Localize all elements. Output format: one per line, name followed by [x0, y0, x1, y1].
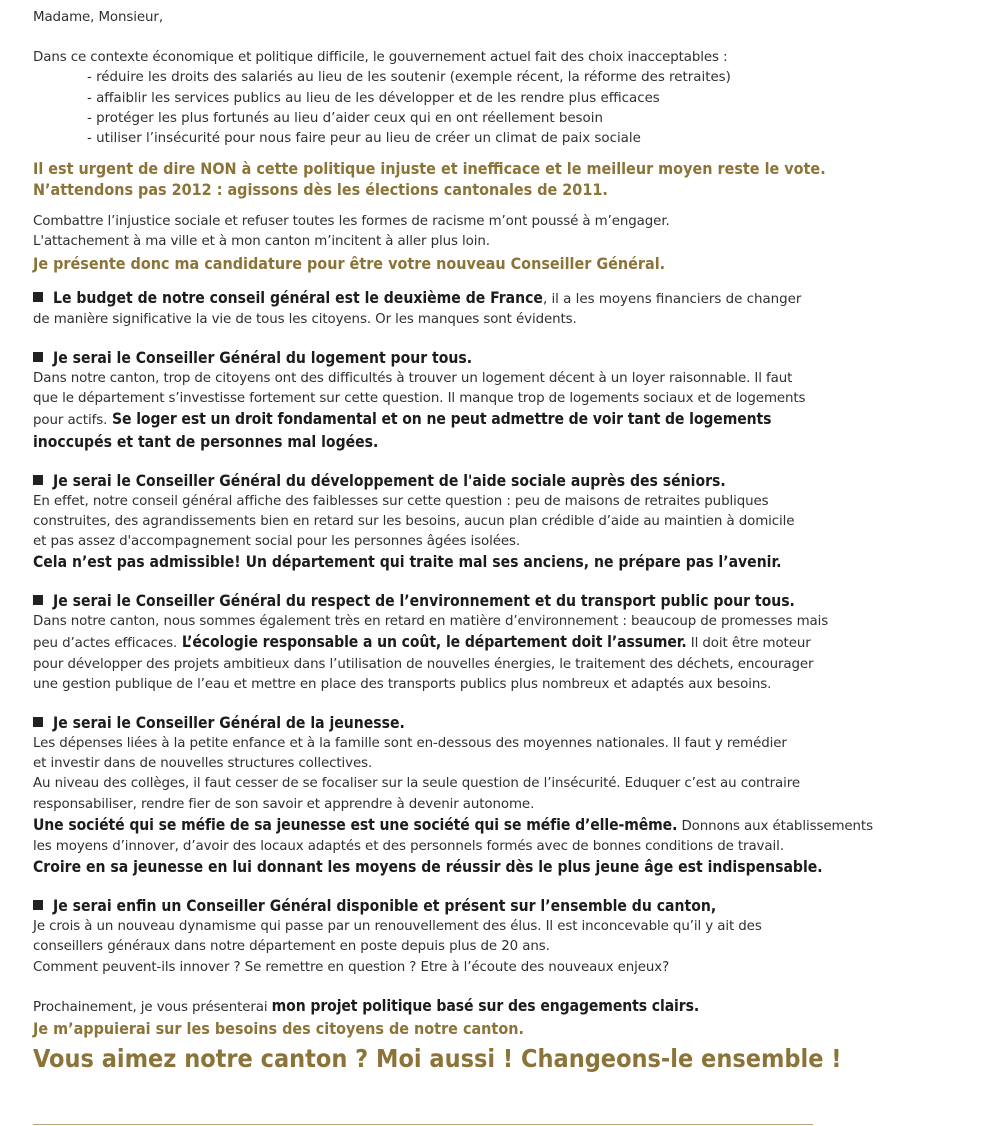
environnement-bold: L’écologie responsable a un coût, le département doit l’assumer.	[177, 633, 687, 652]
disponible-text-3: Comment peuvent-ils innover ? Se remettre en question ? Etre à l’écoute des nouveaux enjeux?	[33, 959, 670, 975]
logement-text-3	[33, 409, 813, 431]
seniors-title: Je serai le Conseiller Général du développement de l'aide sociale auprès des séniors.	[53, 471, 726, 490]
logement-text-3a: pour actifs.	[33, 413, 108, 429]
logement-text-2: que le département s’investisse fortement sur cette question. Il manque trop de logements sociaux et de logements	[33, 391, 806, 407]
closing-gold: Je m’appuierai sur les besoins des citoyens de notre canton.	[33, 1019, 524, 1039]
logement-bold-2: inoccupés et tant de personnes mal logées.	[33, 432, 379, 451]
budget-text-2: de manière significative la vie de tous les citoyens. Or les manques sont évidents.	[33, 311, 577, 327]
jeunesse-text-1: Les dépenses liées à la petite enfance et à la famille sont en-dessous des moyennes nationales. Il faut y remédier	[33, 736, 787, 752]
seniors-text-3: et pas assez d'accompagnement social pour les personnes âgées isolées.	[33, 534, 521, 550]
closing-line-1	[33, 996, 813, 1018]
environnement-text-1: Dans notre canton, nous sommes également très en retard en matière d’environnement : beaucoup de promesses mais	[33, 614, 829, 630]
seniors-text-2: construites, des agrandissements bien en retard sur les besoins, aucun plan crédible d’aide au maintien à domicile	[33, 513, 795, 529]
jeunesse-title: Je serai le Conseiller Général de la jeunesse.	[53, 714, 405, 733]
square-bullet-icon	[33, 595, 43, 605]
seniors-bold: Cela n’est pas admissible! Un département qui traite mal ses anciens, ne prépare pas l’avenir.	[33, 553, 782, 572]
logement-title: Je serai le Conseiller Général du logement pour tous.	[53, 349, 473, 368]
disponible-heading	[33, 896, 813, 917]
list-item: - utiliser l’insécurité pour nous faire peur au lieu de créer un climat de paix sociale	[87, 129, 813, 149]
logement-bold-1: Se loger est un droit fondamental et on ne peut admettre de voir tant de logements	[107, 410, 772, 429]
jeunesse-text-6: les moyens d’innover, d’avoir des locaux adaptés et des personnels formés avec de bonnes conditions de travail.	[33, 839, 784, 855]
jeunesse-text-5	[33, 815, 873, 837]
budget-text: , il a les moyens financiers de changer	[542, 291, 802, 307]
budget-section	[33, 288, 813, 310]
disponible-text-1: Je crois à un nouveau dynamisme qui passe par un renouvellement des élus. Il est inconcevable qu’il y ait des	[33, 919, 762, 935]
environnement-text-3: pour développer des projets ambitieux dans l’utilisation de nouvelles énergies, le traitement des déchets, encourager	[33, 656, 814, 672]
engagement-line-2: L'attachement à ma ville et à mon canton m’incitent à aller plus loin.	[33, 234, 490, 250]
closing-text: Prochainement, je vous présenterai	[33, 999, 272, 1015]
list-item: - protéger les plus fortunés au lieu d’aider ceux qui en ont réellement besoin	[87, 109, 813, 129]
square-bullet-icon	[33, 292, 43, 302]
slogan: Vous aimez notre canton ? Moi aussi ! Changeons-le ensemble !	[33, 1044, 842, 1074]
jeunesse-text-4: responsabiliser, rendre fier de son savoir et apprendre à devenir autonome.	[33, 796, 535, 812]
bullet-list	[33, 68, 813, 149]
jeunesse-text-2: et investir dans de nouvelles structures collectives.	[33, 756, 373, 772]
environnement-text-2	[33, 632, 813, 654]
environnement-text-4: une gestion publique de l’eau et mettre en place des transports publics plus nombreux et adaptés aux besoins.	[33, 676, 772, 692]
engagement-line-1: Combattre l’injustice sociale et refuser toutes les formes de racisme m’ont poussé à m’engager.	[33, 214, 670, 230]
urgent-line-1: Il est urgent de dire NON à cette politique injuste et inefficace et le meilleur moyen reste le vote.	[33, 159, 826, 179]
urgent-line-2: N’attendons pas 2012 : agissons dès les élections cantonales de 2011.	[33, 180, 608, 200]
disponible-title: Je serai enfin un Conseiller Général disponible et présent sur l’ensemble du canton,	[53, 897, 717, 916]
environnement-heading	[33, 591, 813, 612]
jeunesse-text-3: Au niveau des collèges, il faut cesser de se focaliser sur la seule question de l’insécurité. Eduquer c’est au contraire	[33, 776, 800, 792]
seniors-text-1: En effet, notre conseil général affiche des faiblesses sur cette question : peu de maisons de retraites publiques	[33, 493, 769, 509]
square-bullet-icon	[33, 717, 43, 727]
jeunesse-bold-1: Une société qui se méfie de sa jeunesse est une société qui se méfie d’elle-même.	[33, 815, 678, 834]
bottom-divider	[33, 1124, 813, 1125]
letter	[33, 8, 873, 1075]
jeunesse-bold-2: Croire en sa jeunesse en lui donnant les moyens de réussir dès le plus jeune âge est indispensable.	[33, 858, 823, 877]
logement-text-1: Dans notre canton, trop de citoyens ont des difficultés à trouver un logement décent à un loyer raisonnable. Il faut	[33, 371, 793, 387]
list-item: - affaiblir les services publics au lieu de les développer et de les rendre plus efficaces	[87, 89, 813, 109]
square-bullet-icon	[33, 475, 43, 485]
environnement-text-2b: Il doit être moteur	[686, 636, 811, 652]
square-bullet-icon	[33, 900, 43, 910]
disponible-text-2: conseillers généraux dans notre département en poste depuis plus de 20 ans.	[33, 939, 550, 955]
candidature-statement: Je présente donc ma candidature pour être votre nouveau Conseiller Général.	[33, 253, 666, 273]
environnement-text-2a: peu d’actes efficaces.	[33, 636, 178, 652]
intro-text: Dans ce contexte économique et politique difficile, le gouvernement actuel fait des choix inacceptables :	[33, 50, 728, 66]
jeunesse-heading	[33, 713, 813, 734]
seniors-heading	[33, 471, 813, 492]
square-bullet-icon	[33, 352, 43, 362]
budget-heading: Le budget de notre conseil général est le deuxième de France	[53, 288, 543, 307]
closing-bold: mon projet politique basé sur des engagements clairs.	[271, 996, 700, 1015]
environnement-title: Je serai le Conseiller Général du respect de l’environnement et du transport public pour tous.	[53, 592, 795, 611]
logement-heading	[33, 348, 813, 369]
list-item: - réduire les droits des salariés au lieu de les soutenir (exemple récent, la réforme des retraites)	[87, 68, 813, 88]
jeunesse-text-5a: Donnons aux établissements	[677, 818, 873, 834]
salutation: Madame, Monsieur,	[33, 10, 163, 25]
